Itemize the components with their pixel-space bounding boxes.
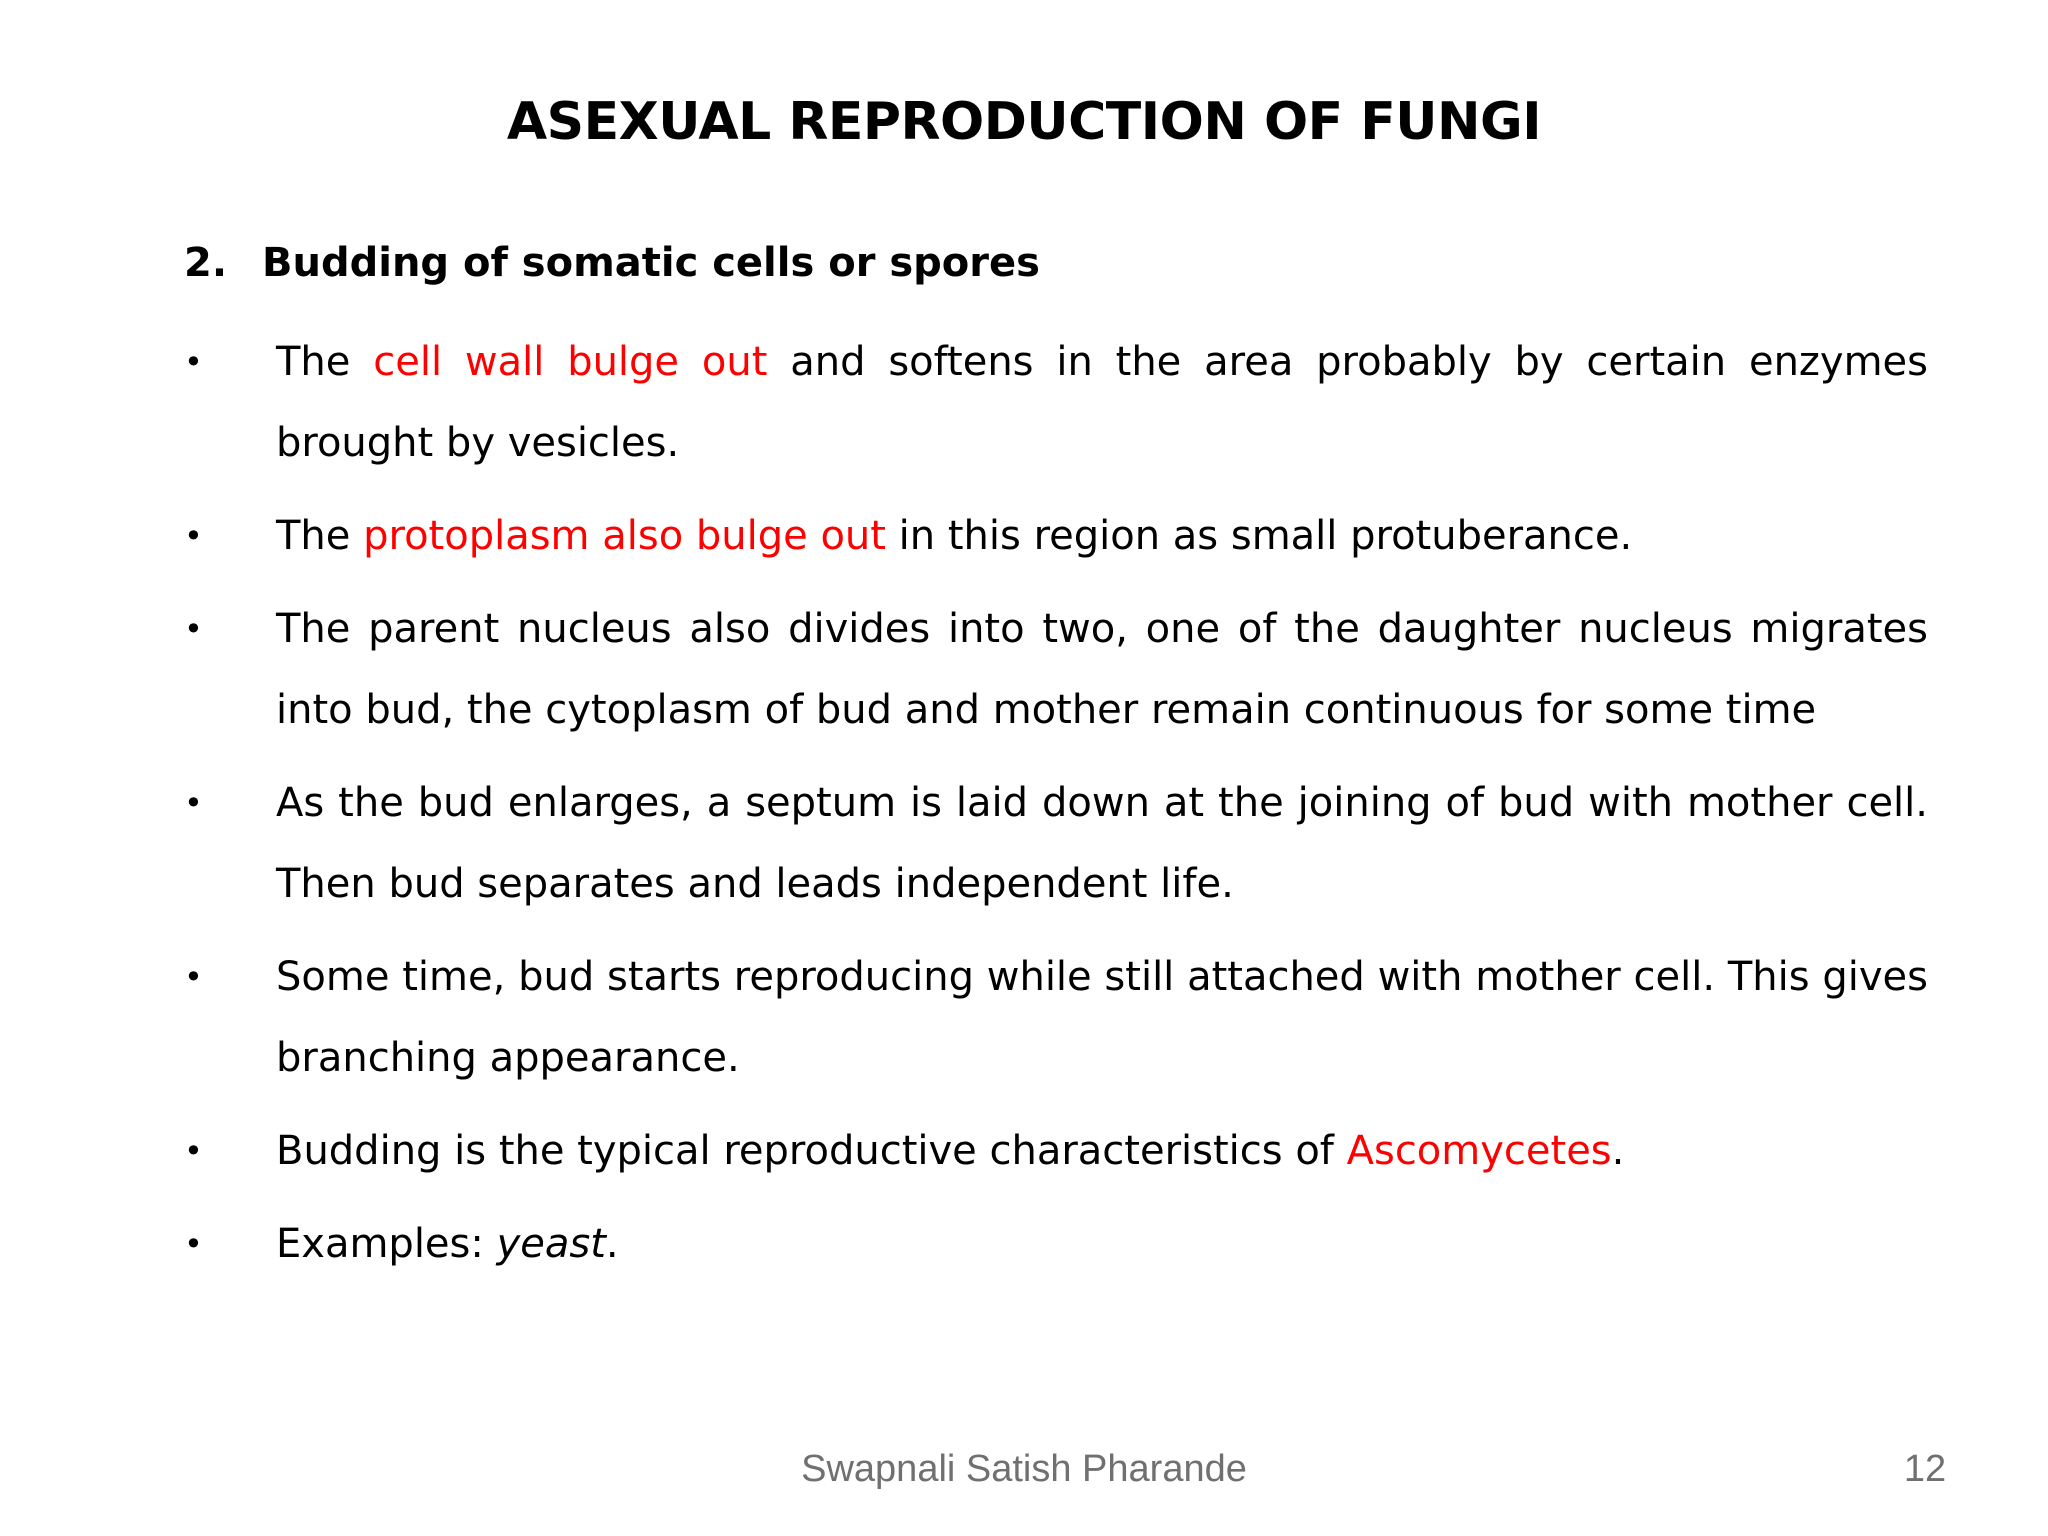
bullet-text-lead: The (276, 339, 374, 385)
bullet-list (184, 322, 1928, 1297)
bullet-icon: • (184, 1132, 203, 1170)
bullet-text-lead: Budding is the typical reproductive characteristics of (276, 1128, 1347, 1174)
bullet-item-4 (184, 763, 1928, 925)
bullet-icon: • (184, 1225, 203, 1263)
bullet-text-rest: in this region as small protuberance. (885, 513, 1633, 559)
bullet-text (276, 1204, 1928, 1285)
bullet-text-rest: . (1611, 1128, 1625, 1174)
bullet-icon: • (184, 784, 203, 822)
bullet-icon: • (184, 343, 203, 381)
section-heading-text: Budding of somatic cells or spores (262, 240, 1040, 286)
bullet-highlight: protoplasm also bulge out (363, 513, 886, 559)
footer-page-number: 12 (1903, 1448, 1947, 1490)
bullet-text-lead: The (276, 513, 364, 559)
bullet-icon: • (184, 517, 203, 555)
bullet-item-3 (184, 589, 1928, 751)
bullet-text (276, 1111, 1928, 1192)
section-heading (184, 240, 1040, 286)
bullet-text-rest: and softens in the area probably by certain enzymes brought by vesicles. (276, 339, 1929, 466)
section-number: 2. (184, 240, 228, 286)
bullet-text: The parent nucleus also divides into two, one of the daughter nucleus migrates into bud, the cytoplasm of bud and mother remain continuous for some time (276, 606, 1928, 733)
bullet-italic-term: yeast (496, 1221, 606, 1267)
bullet-icon: • (184, 610, 203, 648)
bullet-text-lead: Examples: (276, 1221, 497, 1267)
bullet-item-5 (184, 937, 1928, 1099)
footer-author: Swapnali Satish Pharande (801, 1448, 1247, 1490)
bullet-item-2 (184, 496, 1928, 577)
bullet-highlight: cell wall bulge out (373, 339, 768, 385)
bullet-text (276, 496, 1928, 577)
bullet-item-6 (184, 1111, 1928, 1192)
bullet-text-rest: . (605, 1221, 619, 1267)
slide-title: ASEXUAL REPRODUCTION OF FUNGI (506, 92, 1542, 152)
bullet-item-7 (184, 1204, 1928, 1285)
bullet-text (276, 322, 1928, 484)
bullet-icon: • (184, 958, 203, 996)
bullet-text: Some time, bud starts reproducing while still attached with mother cell. This gives branching appearance. (276, 954, 1928, 1081)
bullet-item-1 (184, 322, 1928, 484)
bullet-highlight: Ascomycetes (1346, 1128, 1612, 1174)
bullet-text: As the bud enlarges, a septum is laid down at the joining of bud with mother cell. Then bud separates and leads independent life. (276, 780, 1928, 907)
